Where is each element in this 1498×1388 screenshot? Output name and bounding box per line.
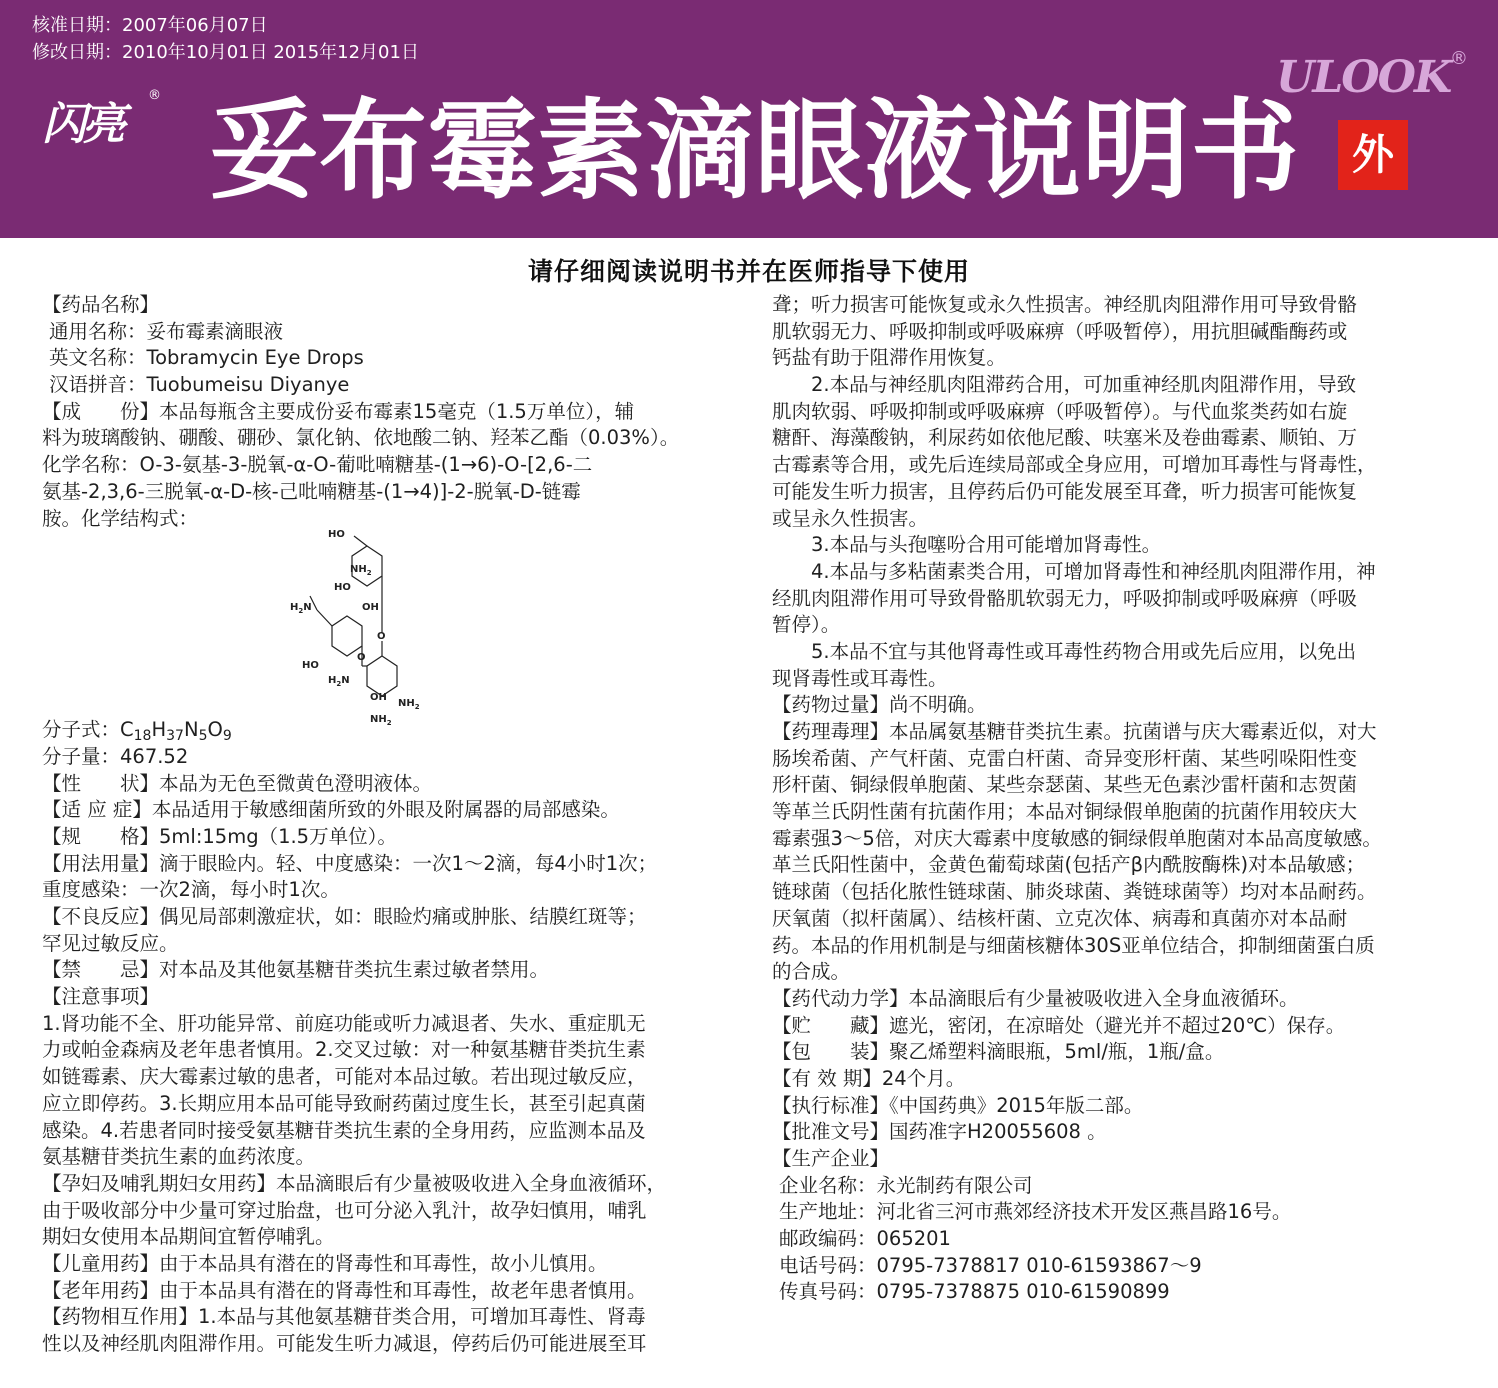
text-line: 古霉素等合用，或先后连续局部或全身应用，可增加耳毒性与肾毒性， bbox=[772, 453, 1377, 477]
external-use-badge: 外 bbox=[1338, 120, 1408, 190]
brand-logo-right bbox=[1276, 48, 1486, 122]
text-line: 【老年用药】由于本品具有潜在的肾毒性和耳毒性，故老年患者慎用。 bbox=[42, 1278, 647, 1302]
formula-element-h: H bbox=[151, 718, 167, 742]
text-line: 【儿童用药】由于本品具有潜在的肾毒性和耳毒性，故小儿慎用。 bbox=[42, 1251, 608, 1275]
text-line: 【成 份】本品每瓶含主要成份妥布霉素15毫克（1.5万单位），辅 bbox=[42, 399, 635, 423]
label-nh2-top: $NH_2$ bbox=[350, 564, 372, 578]
ring-left bbox=[332, 616, 362, 656]
text-line: 料为玻璃酸钠、硼酸、硼砂、氯化钠、依地酸二钠、羟苯乙酯（0.03%）。 bbox=[42, 426, 680, 450]
text-line: 现肾毒性或耳毒性。 bbox=[772, 666, 948, 690]
text-line: 分子量：467.52 bbox=[42, 744, 189, 768]
manufacturer-phone: 电话号码：0795-7378817 010-61593867～9 bbox=[779, 1253, 1202, 1277]
text-line: 【药物过量】尚不明确。 bbox=[772, 693, 987, 717]
label-o-link: O bbox=[377, 631, 386, 643]
text-line: 【不良反应】偶见局部刺激症状，如：眼睑灼痛或肿胀、结膜红斑等； bbox=[42, 905, 647, 928]
text-line: 糖酐、海藻酸钠，利尿药如依他尼酸、呋塞米及卷曲霉素、顺铂、万 bbox=[772, 426, 1358, 450]
text-line: 肌肉软弱、呼吸抑制或呼吸麻痹（呼吸暂停）。与代血浆类药如右旋 bbox=[772, 399, 1348, 423]
text-line: 2.本品与神经肌肉阻滞药合用，可加重神经肌肉阻滞作用，导致 bbox=[772, 373, 1357, 397]
text-line: 【药理毒理】本品属氨基糖苷类抗生素。抗菌谱与庆大霉素近似，对大 bbox=[772, 720, 1377, 743]
text-line: 胺。化学结构式： bbox=[42, 506, 199, 530]
text-line: 的合成。 bbox=[772, 960, 851, 984]
manufacturer-fax: 传真号码：0795-7378875 010-61590899 bbox=[779, 1280, 1170, 1304]
formula-element-c: C bbox=[120, 718, 134, 742]
structure-diagram bbox=[290, 528, 472, 728]
approval-date: 核准日期：2007年06月07日 bbox=[32, 15, 268, 36]
text-line: 氨基糖苷类抗生素的血药浓度。 bbox=[42, 1145, 316, 1169]
text-line: 力或帕金森病及老年患者慎用。2.交叉过敏：对一种氨基糖苷类抗生素 bbox=[42, 1038, 646, 1062]
usage-notice: 请仔细阅读说明书并在医师指导下使用 bbox=[527, 257, 970, 286]
text-line: 【孕妇及哺乳期妇女用药】本品滴眼后有少量被吸收进入全身血液循环， bbox=[42, 1171, 667, 1195]
brand-logo-left bbox=[42, 88, 161, 150]
text-line: 【有 效 期】24个月。 bbox=[772, 1066, 966, 1090]
text-line: 【用法用量】滴于眼睑内。轻、中度感染：一次1～2滴，每4小时1次； bbox=[42, 851, 658, 875]
label-o-link2: O bbox=[357, 652, 366, 664]
formula-label: 分子式： bbox=[42, 718, 121, 742]
text-line: 【贮 藏】遮光，密闭，在凉暗处（避光并不超过20℃）保存。 bbox=[772, 1013, 1346, 1037]
text-line: 【禁 忌】对本品及其他氨基糖苷类抗生素过敏者禁用。 bbox=[42, 958, 550, 982]
text-line: 链球菌（包括化脓性链球菌、肺炎球菌、粪链球菌等）均对本品耐药。 bbox=[772, 880, 1377, 904]
label-oh-bottom: OH bbox=[370, 692, 387, 704]
text-line: 应立即停药。3.长期应用本品可能导致耐药菌过度生长，甚至引起真菌 bbox=[42, 1091, 646, 1115]
text-line: 重度感染：一次2滴，每小时1次。 bbox=[42, 878, 340, 902]
text-line: 4.本品与多粘菌素类合用，可增加肾毒性和神经肌肉阻滞作用，神 bbox=[772, 559, 1376, 583]
manufacturer-name: 企业名称：永光制药有限公司 bbox=[779, 1173, 1033, 1197]
text-line: 【药品名称】 bbox=[42, 293, 160, 316]
text-line: 由于吸收部分中少量可穿过胎盘，也可分泌入乳汁，故孕妇慎用，哺乳 bbox=[42, 1198, 647, 1222]
label-h2n-left: $H_2N$ bbox=[290, 602, 312, 616]
text-line: 期妇女使用本品期间宜暂停哺乳。 bbox=[42, 1225, 335, 1249]
ring-bottom bbox=[367, 656, 397, 696]
text-line: 钙盐有助于阻滞作用恢复。 bbox=[772, 346, 1007, 370]
text-line: 肌软弱无力、呼吸抑制或呼吸麻痹（呼吸暂停），用抗胆碱酯酶药或 bbox=[772, 319, 1348, 343]
text-line: 1.肾功能不全、肝功能异常、前庭功能或听力减退者、失水、重症肌无 bbox=[42, 1011, 646, 1035]
right-column bbox=[772, 292, 1462, 1306]
page-title: 妥布霉素滴眼液说明书 bbox=[210, 89, 1301, 214]
text-line: 【性 状】本品为无色至微黄色澄明液体。 bbox=[42, 771, 433, 795]
manufacturer-address: 生产地址：河北省三河市燕郊经济技术开发区燕昌路16号。 bbox=[779, 1200, 1292, 1224]
text-line: 【注意事项】 bbox=[42, 985, 160, 1009]
label-ho-mid: HO bbox=[334, 582, 351, 594]
formula-element-n: N bbox=[183, 718, 199, 742]
text-line: 可能发生听力损害，且停药后仍可能发展至耳聋，听力损害可能恢复 bbox=[772, 479, 1358, 503]
text-line: 罕见过敏反应。 bbox=[42, 931, 179, 955]
label-oh-mid: OH bbox=[362, 602, 379, 614]
label-nh2-right: $NH_2$ bbox=[398, 698, 420, 712]
label-ho-left: HO bbox=[302, 660, 319, 672]
text-line: 厌氧菌（拟杆菌属）、结核杆菌、立克次体、病毒和真菌亦对本品耐 bbox=[772, 906, 1348, 930]
text-line: 暂停）。 bbox=[772, 613, 841, 637]
text-line: 经肌肉阻滞作用可导致骨骼肌软弱无力，呼吸抑制或呼吸麻痹（呼吸 bbox=[772, 586, 1358, 610]
text-line: 通用名称：妥布霉素滴眼液 bbox=[49, 319, 284, 343]
text-line: 【批准文号】国药准字H20055608 。 bbox=[772, 1120, 1107, 1144]
text-line: 形杆菌、铜绿假单胞菌、某些奈瑟菌、某些无色素沙雷杆菌和志贺菌 bbox=[772, 773, 1358, 797]
manufacturer-postcode: 邮政编码：065201 bbox=[779, 1227, 951, 1251]
text-line: 等革兰氏阴性菌有抗菌作用；本品对铜绿假单胞菌的抗菌作用较庆大 bbox=[772, 800, 1358, 824]
text-line: 性以及神经肌肉阻滞作用。可能发生听力减退，停药后仍可能进展至耳 bbox=[42, 1332, 647, 1355]
text-line: 聋；听力损害可能恢复或永久性损害。神经肌肉阻滞作用可导致骨骼 bbox=[772, 293, 1358, 316]
text-line: 或呈永久性损害。 bbox=[772, 506, 929, 530]
text-line: 霉素强3～5倍，对庆大霉素中度敏感的铜绿假单胞菌对本品高度敏感。 bbox=[772, 826, 1382, 850]
formula-element-o: O bbox=[207, 718, 223, 742]
text-line: 汉语拼音：Tuobumeisu Diyanye bbox=[49, 373, 350, 397]
text-line: 【包 装】聚乙烯塑料滴眼瓶，5ml/瓶，1瓶/盒。 bbox=[772, 1040, 1225, 1064]
left-column bbox=[42, 292, 730, 1358]
label-ho-top: HO bbox=[328, 529, 345, 541]
text-line: 化学名称：O-3-氨基-3-脱氧-α-O-葡吡喃糖基-(1→6)-O-[2,6-二 bbox=[42, 453, 593, 477]
text-line: 【规 格】5ml:15mg（1.5万单位）。 bbox=[42, 824, 397, 848]
formula-count-o: 9 bbox=[222, 728, 232, 745]
formula-count-n: 5 bbox=[198, 728, 208, 745]
text-line: 【执行标准】《中国药典》2015年版二部。 bbox=[772, 1093, 1144, 1117]
text-line: 3.本品与头孢噻吩合用可能增加肾毒性。 bbox=[772, 533, 1162, 557]
text-line: 英文名称：Tobramycin Eye Drops bbox=[49, 346, 364, 370]
text-line: 【药物相互作用】1.本品与其他氨基糖苷类合用，可增加耳毒性、肾毒 bbox=[42, 1305, 646, 1329]
text-line: 药。本品的作用机制是与细菌核糖体30S亚单位结合，抑制细菌蛋白质 bbox=[772, 933, 1375, 957]
registered-mark-right: ® bbox=[1450, 48, 1468, 69]
label-h2n-bottom: $H_2N$ bbox=[328, 675, 350, 689]
text-line: 如链霉素、庆大霉素过敏的患者，可能对本品过敏。若出现过敏反应， bbox=[42, 1065, 647, 1089]
brand-right-text: ULOOK bbox=[1276, 52, 1451, 103]
brand-left-text: 闪亮 bbox=[42, 99, 122, 150]
formula-count-h: 37 bbox=[166, 728, 184, 745]
chemical-structure bbox=[272, 529, 472, 728]
text-line: 【适 应 症】本品适用于敏感细菌所致的外眼及附属器的局部感染。 bbox=[42, 798, 620, 822]
text-line: 革兰氏阳性菌中，金黄色葡萄球菌(包括产β内酰胺酶株)对本品敏感； bbox=[772, 853, 1366, 877]
text-line: 【生产企业】 bbox=[772, 1147, 890, 1170]
text-line: 肠埃希菌、产气杆菌、克雷白杆菌、奇异变形杆菌、某些吲哚阳性变 bbox=[772, 746, 1358, 770]
text-line: 氨基-2,3,6-三脱氧-α-D-核-己吡喃糖基-(1→4)]-2-脱氧-D-链霉 bbox=[42, 479, 581, 503]
text-line: 感染。4.若患者同时接受氨基糖苷类抗生素的全身用药，应监测本品及 bbox=[42, 1118, 646, 1142]
formula-count-c: 18 bbox=[133, 728, 152, 745]
registered-mark-left: ® bbox=[148, 88, 161, 103]
revision-date: 修改日期：2010年10月01日 2015年12月01日 bbox=[32, 42, 419, 63]
header-band bbox=[0, 0, 1498, 238]
text-line: 5.本品不宜与其他肾毒性或耳毒性药物合用或先后应用，以免出 bbox=[772, 639, 1357, 663]
label-nh2-bottom: $NH_2$ bbox=[370, 714, 392, 728]
text-line: 【药代动力学】本品滴眼后有少量被吸收进入全身血液循环。 bbox=[772, 986, 1299, 1010]
